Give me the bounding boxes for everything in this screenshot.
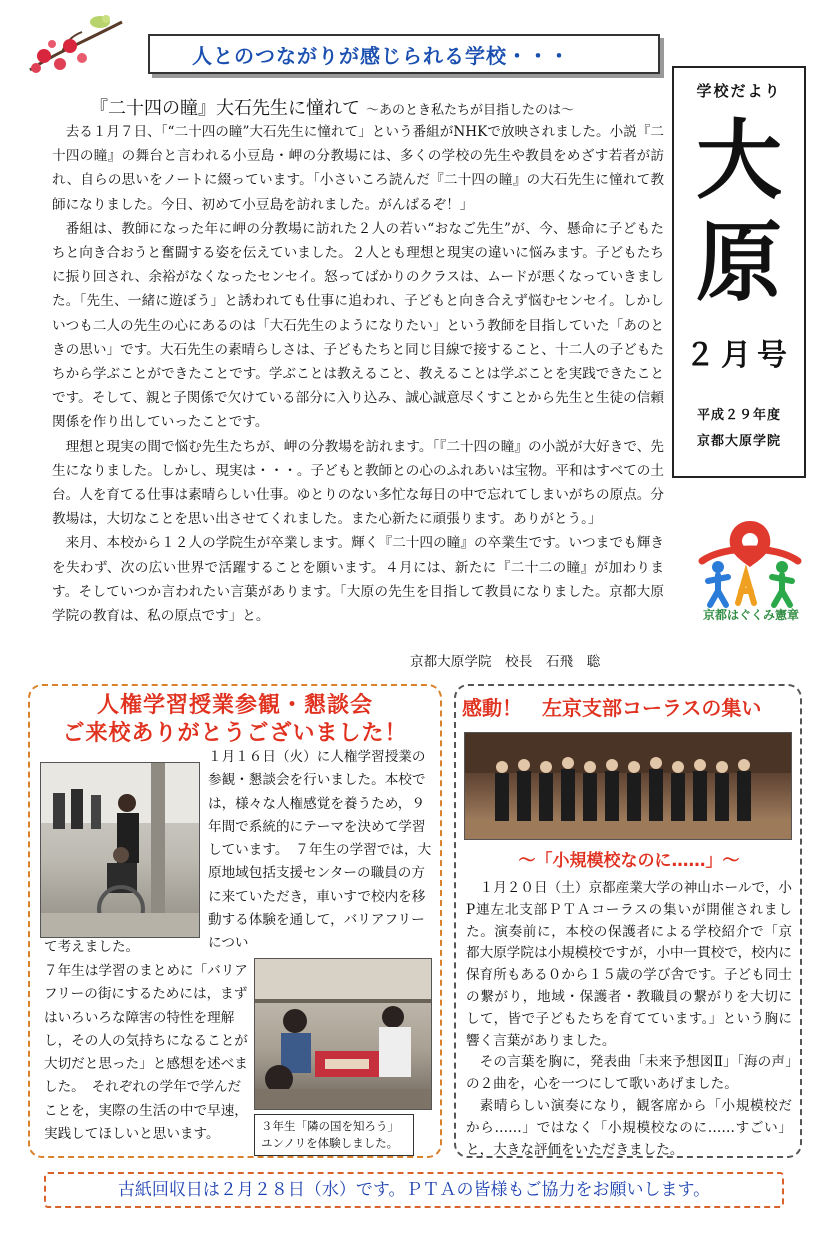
logo-label: 京都はぐくみ憲章 xyxy=(702,608,799,622)
article-paragraph: 去る１月７日、「“二十四の瞳”大石先生に憧れて」という番組がNHKで放映されました。小説『二十四の瞳』の舞台と言われる小豆島・岬の分教場には、多くの学校の先生や教員をめざす若者が訪れ、自らの思いをノートに綴っています。「小さいころ読んだ『二十四の瞳』の大石先生に憧れて教師になりました。今日、初めて小豆島を訪れました。がんばるぞ！」 xyxy=(52,124,664,213)
article-paragraph: 理想と現実の間で悩む先生たちが、岬の分教場を訪れます。「『二十四の瞳』の小説が大好きで、先生になりました。しかし、現実は・・・。子どもと教師との心のふれあいは宝物。平和はすべての土台。人を育てる仕事は素晴らしい仕事。ゆとりのない多忙な毎日の中で忘れてしまいがちの原点。分教場は，大切なことを思い出させてくれました。また心新たに頑張ります。ありがとう。」 xyxy=(52,438,664,528)
chorus-body xyxy=(466,878,792,1161)
header-banner xyxy=(148,34,660,74)
chorus-paragraph: その言葉を胸に，発表曲「未来予想図Ⅱ」「海の声」の２曲を，心を一つにして歌いあげました。 xyxy=(466,1054,792,1093)
article-subtitle: ～あのとき私たちが目指したのは～ xyxy=(366,103,575,118)
human-rights-title-line2: ご来校ありがとうございました！ xyxy=(62,721,408,746)
newsletter-label: 学校だより xyxy=(696,82,782,100)
article-body xyxy=(52,120,664,628)
paper-collection-notice xyxy=(44,1172,784,1208)
yunnori-photo-illustration xyxy=(255,959,432,1110)
chorus-title: 感動！ 左京支部コーラスの集い xyxy=(462,696,762,720)
newsletter-name-char-1: 大 xyxy=(696,110,782,211)
issue-number: ２月号 xyxy=(685,338,793,373)
wheelchair-photo-illustration xyxy=(41,763,200,938)
plum-blossom-icon xyxy=(22,10,132,80)
human-rights-title xyxy=(30,692,440,748)
photo-caption: ３年生「隣の国を知ろう」ユンノリを体験しました。 xyxy=(254,1114,414,1156)
article-title xyxy=(90,94,650,120)
article-title-main: 『二十四の瞳』大石先生に憧れて xyxy=(90,98,360,119)
human-rights-title-line1: 人権学習授業参観・懇談会 xyxy=(96,693,373,718)
yunnori-photo xyxy=(254,958,432,1110)
chorus-paragraph: １月２０日（土）京都産業大学の神山ホールで，小P連左北支部ＰＴＡコーラスの集いが開催されました。演奏前に，本校の保護者による学校紹介で「京都大原学院は小規模校ですが，小中一貫校で，校内に保育所もある０から１５歳の学び舎です。子ども同士の繋がり，地域・保護者・教職員の繋がりを大切にして，皆で子どもたちを育てています。」という胸に響く言葉がありました。 xyxy=(466,880,792,1049)
chorus-photo-illustration xyxy=(465,733,792,840)
wheelchair-photo xyxy=(40,762,200,938)
school-name: 京都大原学院 xyxy=(696,434,781,449)
human-rights-text-1: １月１６日（火）に人権学習授業の参観・懇談会を行いました。本校では，様々な人権感覚を養うため，９年間で系統的にテーマを決めて学習しています。 ７年生の学習では，大原地域包括支援センターの職員の方に来ていただき，車いすで校内を移動する体験を通して，バリアフリーについ xyxy=(208,749,432,952)
newsletter-name-char-2: 原 xyxy=(696,212,782,313)
article-paragraph: 番組は、教師になった年に岬の分教場に訪れた２人の若い“おなご先生”が、今、懸命に子どもたちと向き合おうと奮闘する姿を伝えていました。２人とも理想と現実の違いに悩みます。子どもたちに振り回され、余裕がなくなったセンセイ。怒ってばかりのクラスは、ムードが悪くなっていきました。「先生、一緒に遊ぼう」と誘われても仕事に追われ、子どもと向き合えず悩むセンセイ。しかしいつも二人の先生の心にあるのは「大石先生のようになりたい」という教師を目指していた「あのときの思い」です。大石先生の素晴らしさは、子どもたちと同じ目線で接すること、十二人の子どもたちから学ぶことができたことです。学ぶことは教えること、教えることは学ぶことを実践できたことです。そして、親と子関係で欠けている部分に入り込み、誠心誠意尽くすことから先生と生徒の信頼関係を作り出していったことです。 xyxy=(52,220,664,431)
logo-mark-text: PTA xyxy=(749,589,751,590)
fiscal-year: 平成２９年度 xyxy=(696,408,781,423)
article-paragraph: 来月、本校から１２人の学院生が卒業します。輝く『二十四の瞳』の卒業生です。いつまでも輝きを失わず、次の広い世界で活躍することを願います。４月には、新たに『二十二の瞳』が加わります。そしていつか言われたい言葉があります。「大原の先生を目指して教員になりました。京都大原学院の教育は、私の原点です」と。 xyxy=(52,535,664,625)
chorus-photo xyxy=(464,732,792,840)
footer-text: 古紙回収日は２月２８日（水）です。ＰＴＡの皆様もご協力をお願いします。 xyxy=(117,1180,711,1200)
chorus-paragraph: 素晴らしい演奏になり，観客席から「小規模校だから……」ではなく「小規模校なのに……すごい」と，大きな評価をいただきました。 xyxy=(466,1097,792,1158)
human-rights-text-3: ７年生は学習のまとめに「バリアフリーの街にするためには，まずはいろいろな障害の特性を理解し，その人の気持ちになることが大切だと思った」と感想を述べました。 それぞれの学年で学んだことを，実際の生活の中で早速，実践してほしいと思います。 xyxy=(44,963,248,1143)
newsletter-title-box xyxy=(672,66,806,478)
human-rights-text-2: て考えました。 xyxy=(44,939,140,955)
article-signature: 京都大原学院 校長 石飛 聡 xyxy=(410,654,601,670)
banner-text: 人とのつながりが感じられる学校・・・ xyxy=(192,43,570,68)
chorus-subtitle: ～「小規模校なのに……」～ xyxy=(518,851,740,871)
